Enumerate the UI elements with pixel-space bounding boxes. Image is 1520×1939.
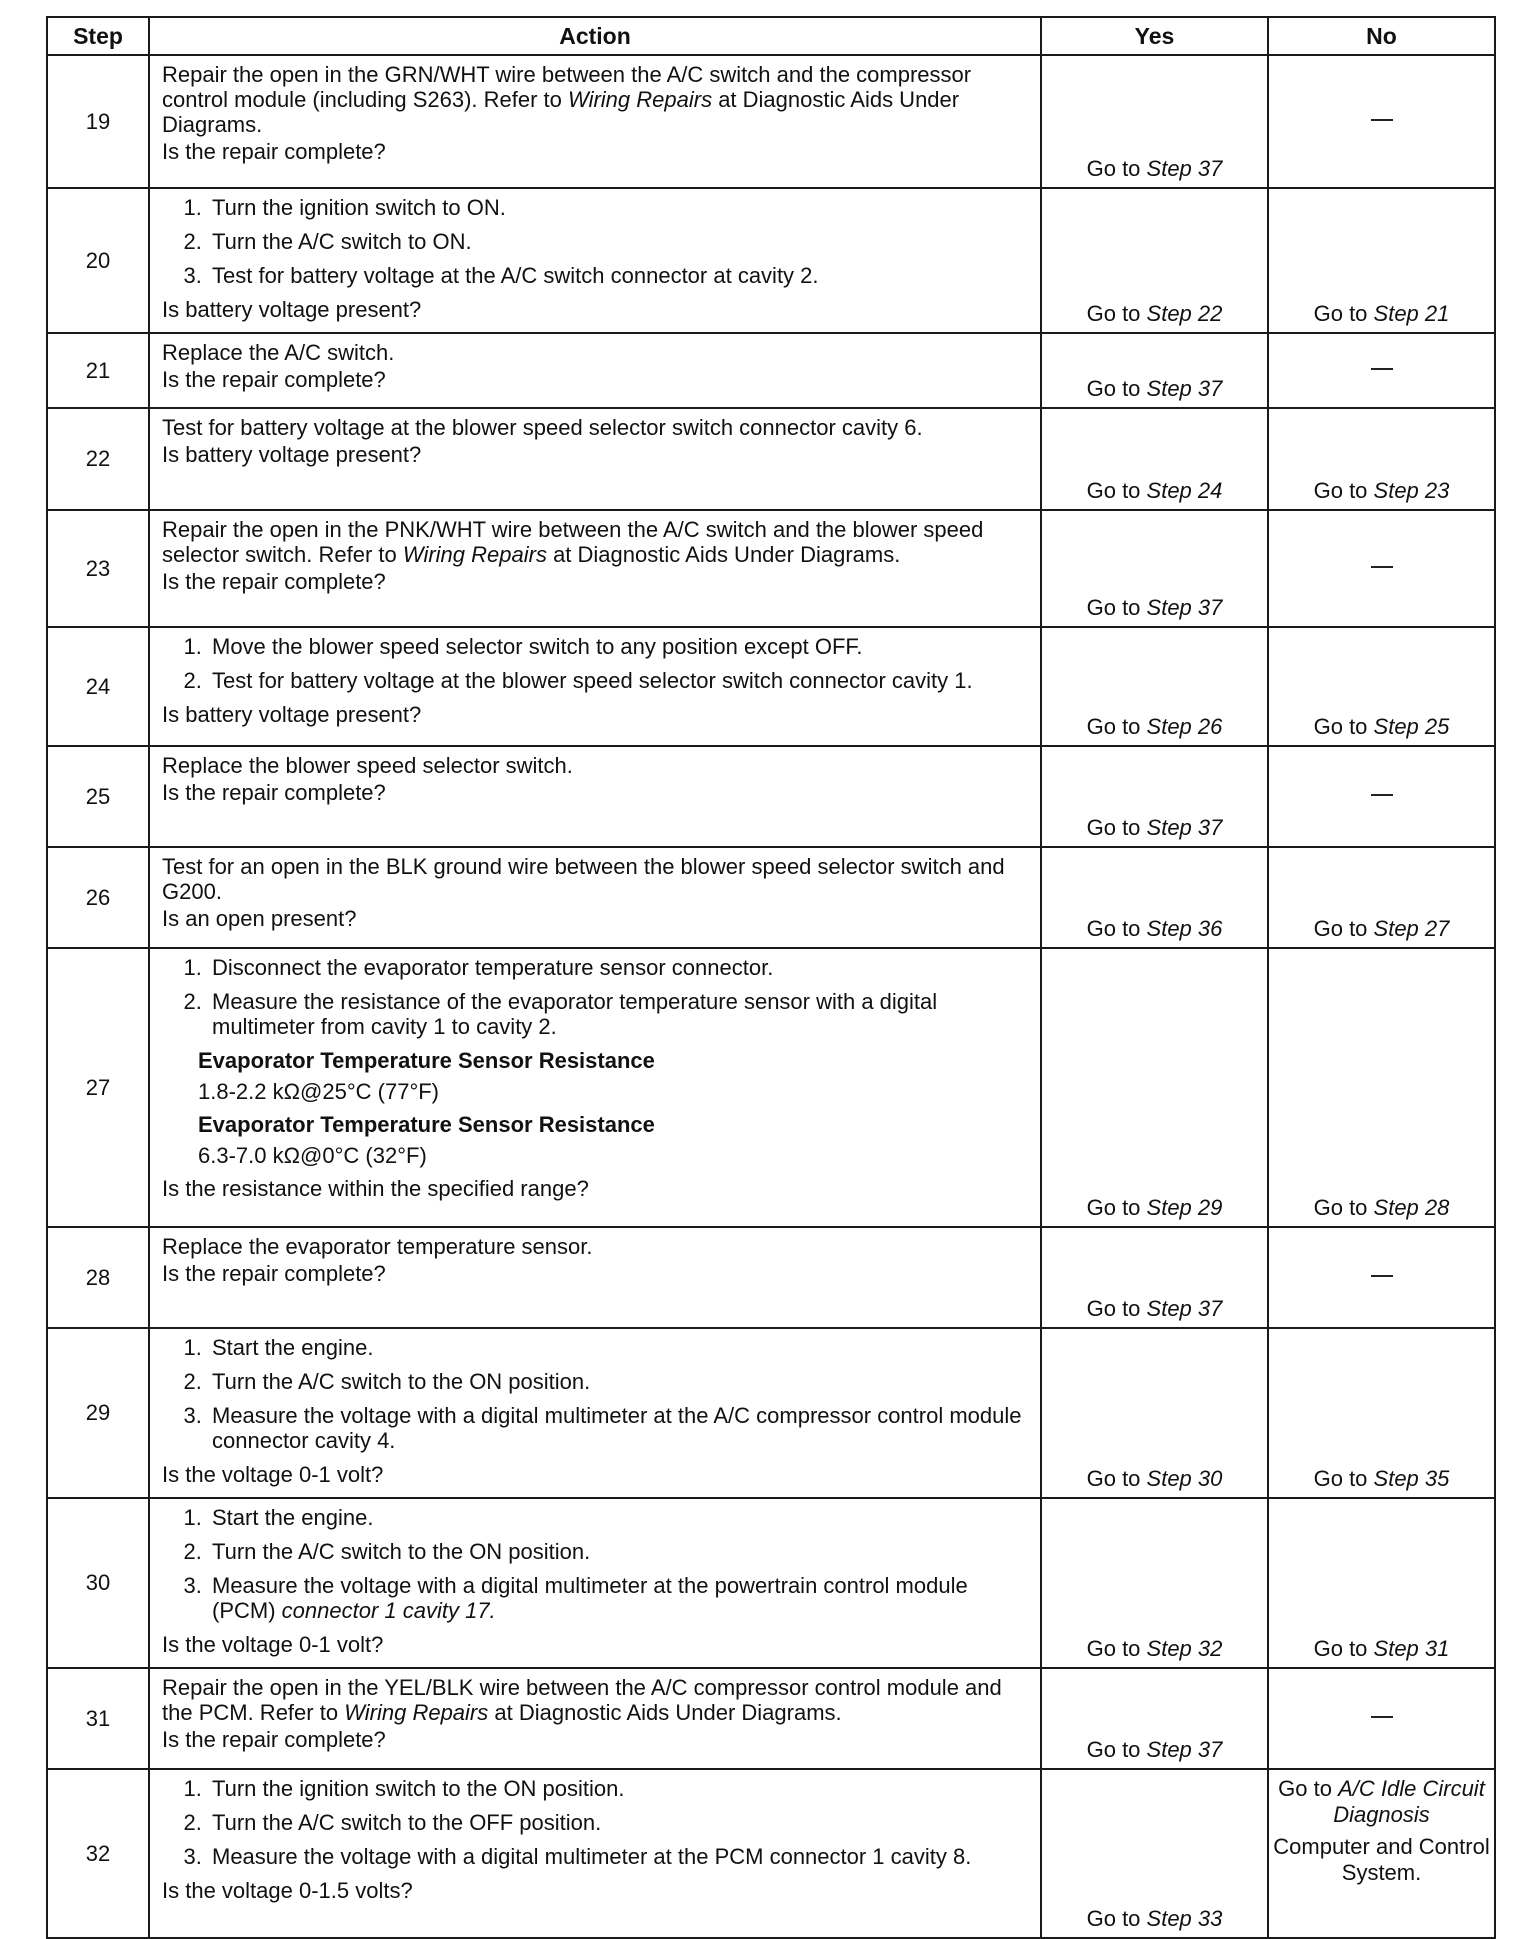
yes-cell: [1041, 948, 1268, 1227]
action-question: Is the repair complete?: [162, 367, 386, 392]
no-cell: [1268, 627, 1495, 746]
table-row: [47, 1668, 1495, 1769]
yes-cell: [1041, 1498, 1268, 1668]
action-cell: [149, 408, 1041, 510]
goto-prefix: Go to: [1086, 478, 1147, 503]
step-link[interactable]: Step 25: [1373, 714, 1450, 739]
yes-cell: [1041, 333, 1268, 408]
header-step: Step: [47, 17, 149, 55]
action-instructions: Replace the A/C switch.: [162, 340, 395, 365]
list-item: 2. Turn the A/C switch to ON.: [208, 229, 1030, 254]
no-reference[interactable]: Computer and Control System.: [1273, 1834, 1490, 1885]
step-link[interactable]: Step 26: [1146, 714, 1223, 739]
action-cell: [149, 1227, 1041, 1328]
action-question: Is the repair complete?: [162, 139, 386, 164]
action-cell: [149, 1328, 1041, 1498]
goto-prefix: Go to: [1086, 1906, 1147, 1931]
header-row: [47, 17, 1495, 55]
action-question: Is the voltage 0-1 volt?: [162, 1632, 384, 1657]
table-row: [47, 510, 1495, 627]
step-link[interactable]: Step 30: [1146, 1466, 1223, 1491]
step-number: 20: [47, 188, 149, 333]
list-item: 2. Turn the A/C switch to the ON position.: [208, 1369, 1030, 1394]
action-cell: [149, 847, 1041, 948]
no-cell: [1268, 55, 1495, 188]
action-cell: [149, 55, 1041, 188]
list-item: 1. Start the engine.: [208, 1335, 1030, 1360]
action-instructions: Repair the open in the YEL/BLK wire between the A/C compressor control module and the PCM. Refer to Wiring Repairs at Diagnostic Aids Under Diagrams.: [162, 1675, 1002, 1725]
step-number: 19: [47, 55, 149, 188]
step-number: 22: [47, 408, 149, 510]
goto-prefix: Go to: [1313, 1195, 1374, 1220]
action-question: Is battery voltage present?: [162, 702, 422, 727]
action-question: Is an open present?: [162, 906, 357, 931]
step-link[interactable]: Step 36: [1146, 916, 1223, 941]
header-no: No: [1268, 17, 1495, 55]
action-instructions: Repair the open in the PNK/WHT wire between the A/C switch and the blower speed selector switch. Refer to Wiring Repairs at Diagnostic Aids Under Diagrams.: [162, 517, 984, 567]
action-question: Is the repair complete?: [162, 1727, 386, 1752]
goto-prefix: Go to: [1086, 1296, 1147, 1321]
yes-cell: [1041, 1227, 1268, 1328]
action-cell: [149, 1498, 1041, 1668]
step-number: 31: [47, 1668, 149, 1769]
no-cell: [1268, 1498, 1495, 1668]
goto-prefix: Go to: [1086, 1195, 1147, 1220]
action-steps: [162, 634, 1030, 693]
list-item: 2. Measure the resistance of the evaporator temperature sensor with a digital multimeter from cavity 1 to cavity 2.: [208, 989, 1030, 1039]
step-link[interactable]: Step 27: [1373, 916, 1450, 941]
goto-prefix: Go to: [1313, 1636, 1374, 1661]
step-number: 29: [47, 1328, 149, 1498]
action-instructions: Replace the blower speed selector switch.: [162, 753, 573, 778]
step-link[interactable]: Step 29: [1146, 1195, 1223, 1220]
action-instructions: Test for battery voltage at the blower speed selector switch connector cavity 6.: [162, 415, 923, 440]
yes-cell: [1041, 847, 1268, 948]
step-number: 21: [47, 333, 149, 408]
action-cell: [149, 188, 1041, 333]
list-item: 2. Turn the A/C switch to the ON position.: [208, 1539, 1030, 1564]
goto-prefix: Go to: [1086, 1737, 1147, 1762]
table-row: [47, 627, 1495, 746]
action-cell: [149, 1769, 1041, 1938]
step-number: 30: [47, 1498, 149, 1668]
step-number: 27: [47, 948, 149, 1227]
spec-heading: Evaporator Temperature Sensor Resistance: [198, 1048, 655, 1073]
no-cell: [1268, 1668, 1495, 1769]
action-cell: [149, 746, 1041, 847]
list-item: 3. Measure the voltage with a digital multimeter at the powertrain control module (PCM) connector 1 cavity 17.: [208, 1573, 1030, 1623]
table-row: [47, 408, 1495, 510]
goto-prefix: Go to: [1086, 815, 1147, 840]
no-reference[interactable]: Go to A/C Idle Circuit Diagnosis: [1278, 1776, 1485, 1827]
table-row: [47, 1328, 1495, 1498]
step-link[interactable]: Step 37: [1146, 815, 1223, 840]
step-number: 24: [47, 627, 149, 746]
list-item: 3. Measure the voltage with a digital multimeter at the PCM connector 1 cavity 8.: [208, 1844, 1030, 1869]
dash-mark: [1371, 1275, 1393, 1277]
no-cell: [1268, 847, 1495, 948]
goto-prefix: Go to: [1086, 1466, 1147, 1491]
step-link[interactable]: Step 23: [1373, 478, 1450, 503]
table-row: [47, 55, 1495, 188]
table-row: [47, 847, 1495, 948]
yes-cell: [1041, 55, 1268, 188]
no-cell: [1268, 333, 1495, 408]
no-cell: [1268, 1227, 1495, 1328]
goto-prefix: Go to: [1086, 156, 1147, 181]
step-link[interactable]: Step 37: [1146, 156, 1223, 181]
step-link[interactable]: Step 32: [1146, 1636, 1223, 1661]
step-link[interactable]: Step 31: [1373, 1636, 1450, 1661]
no-cell: [1268, 948, 1495, 1227]
list-item: 1. Move the blower speed selector switch to any position except OFF.: [208, 634, 1030, 659]
action-question: Is the voltage 0-1 volt?: [162, 1462, 384, 1487]
table-row: [47, 1498, 1495, 1668]
step-link[interactable]: Step 24: [1146, 478, 1223, 503]
dash-mark: [1371, 119, 1393, 121]
dash-mark: [1371, 368, 1393, 370]
step-link[interactable]: Step 37: [1146, 1296, 1223, 1321]
table-row: [47, 1227, 1495, 1328]
dash-mark: [1371, 1716, 1393, 1718]
step-link[interactable]: Step 37: [1146, 376, 1223, 401]
no-cell: [1268, 1769, 1495, 1938]
yes-cell: [1041, 1328, 1268, 1498]
goto-prefix: Go to: [1086, 301, 1147, 326]
action-instructions: Test for an open in the BLK ground wire between the blower speed selector switch and G200.: [162, 854, 1005, 904]
step-number: 23: [47, 510, 149, 627]
step-link[interactable]: Step 28: [1373, 1195, 1450, 1220]
spec-value: 1.8-2.2 kΩ@25°C (77°F): [198, 1079, 440, 1104]
step-number: 28: [47, 1227, 149, 1328]
goto-prefix: Go to: [1086, 714, 1147, 739]
no-cell: [1268, 510, 1495, 627]
header-action: Action: [149, 17, 1041, 55]
action-question: Is battery voltage present?: [162, 442, 422, 467]
no-cell: [1268, 408, 1495, 510]
step-number: 26: [47, 847, 149, 948]
list-item: 3. Measure the voltage with a digital multimeter at the A/C compressor control module connector cavity 4.: [208, 1403, 1030, 1453]
step-number: 32: [47, 1769, 149, 1938]
goto-prefix: Go to: [1313, 301, 1374, 326]
step-link[interactable]: Step 22: [1146, 301, 1223, 326]
action-question: Is battery voltage present?: [162, 297, 422, 322]
goto-prefix: Go to: [1313, 1466, 1374, 1491]
action-cell: [149, 510, 1041, 627]
action-cell: [149, 627, 1041, 746]
no-cell: [1268, 1328, 1495, 1498]
action-question: Is the resistance within the specified range?: [162, 1176, 589, 1201]
step-link[interactable]: Step 37: [1146, 1737, 1223, 1762]
step-link[interactable]: Step 35: [1373, 1466, 1450, 1491]
spec-heading: Evaporator Temperature Sensor Resistance: [198, 1112, 655, 1137]
goto-prefix: Go to: [1086, 916, 1147, 941]
action-question: Is the repair complete?: [162, 569, 386, 594]
goto-prefix: Go to: [1086, 1636, 1147, 1661]
action-steps: [162, 955, 1030, 1039]
step-number: 25: [47, 746, 149, 847]
goto-prefix: Go to: [1313, 478, 1374, 503]
action-cell: [149, 1668, 1041, 1769]
table-row: [47, 1769, 1495, 1938]
table-row: [47, 746, 1495, 847]
action-instructions: Repair the open in the GRN/WHT wire between the A/C switch and the compressor control module (including S263). Refer to Wiring Repairs at Diagnostic Aids Under Diagrams.: [162, 62, 972, 137]
list-item: 1. Turn the ignition switch to the ON position.: [208, 1776, 1030, 1801]
table-row: [47, 188, 1495, 333]
spec-value: 6.3-7.0 kΩ@0°C (32°F): [198, 1143, 427, 1168]
action-cell: [149, 948, 1041, 1227]
yes-cell: [1041, 510, 1268, 627]
yes-cell: [1041, 408, 1268, 510]
yes-cell: [1041, 188, 1268, 333]
yes-cell: [1041, 1668, 1268, 1769]
no-cell: [1268, 188, 1495, 333]
action-question: Is the repair complete?: [162, 1261, 386, 1286]
action-steps: [162, 195, 1030, 288]
goto-prefix: Go to: [1313, 714, 1374, 739]
action-question: Is the voltage 0-1.5 volts?: [162, 1878, 413, 1903]
list-item: 3. Test for battery voltage at the A/C switch connector at cavity 2.: [208, 263, 1030, 288]
list-item: 1. Turn the ignition switch to ON.: [208, 195, 1030, 220]
list-item: 2. Test for battery voltage at the blower speed selector switch connector cavity 1.: [208, 668, 1030, 693]
step-link[interactable]: Step 21: [1373, 301, 1450, 326]
table-body: [47, 55, 1495, 1938]
goto-prefix: Go to: [1086, 376, 1147, 401]
action-instructions: Replace the evaporator temperature sensor.: [162, 1234, 593, 1259]
goto-prefix: Go to: [1313, 916, 1374, 941]
action-steps: [162, 1505, 1030, 1623]
action-question: Is the repair complete?: [162, 780, 386, 805]
step-link[interactable]: Step 37: [1146, 595, 1223, 620]
list-item: 1. Disconnect the evaporator temperature sensor connector.: [208, 955, 1030, 980]
goto-prefix: Go to: [1086, 595, 1147, 620]
action-steps: [162, 1335, 1030, 1453]
yes-cell: [1041, 746, 1268, 847]
action-cell: [149, 333, 1041, 408]
step-link[interactable]: Step 33: [1146, 1906, 1223, 1931]
no-cell: [1268, 746, 1495, 847]
table-row: [47, 333, 1495, 408]
header-yes: Yes: [1041, 17, 1268, 55]
yes-cell: [1041, 1769, 1268, 1938]
table-row: [47, 948, 1495, 1227]
action-steps: [162, 1776, 1030, 1869]
list-item: 1. Start the engine.: [208, 1505, 1030, 1530]
yes-cell: [1041, 627, 1268, 746]
list-item: 2. Turn the A/C switch to the OFF position.: [208, 1810, 1030, 1835]
dash-mark: [1371, 794, 1393, 796]
dash-mark: [1371, 566, 1393, 568]
diagnostic-table: [46, 16, 1496, 1939]
